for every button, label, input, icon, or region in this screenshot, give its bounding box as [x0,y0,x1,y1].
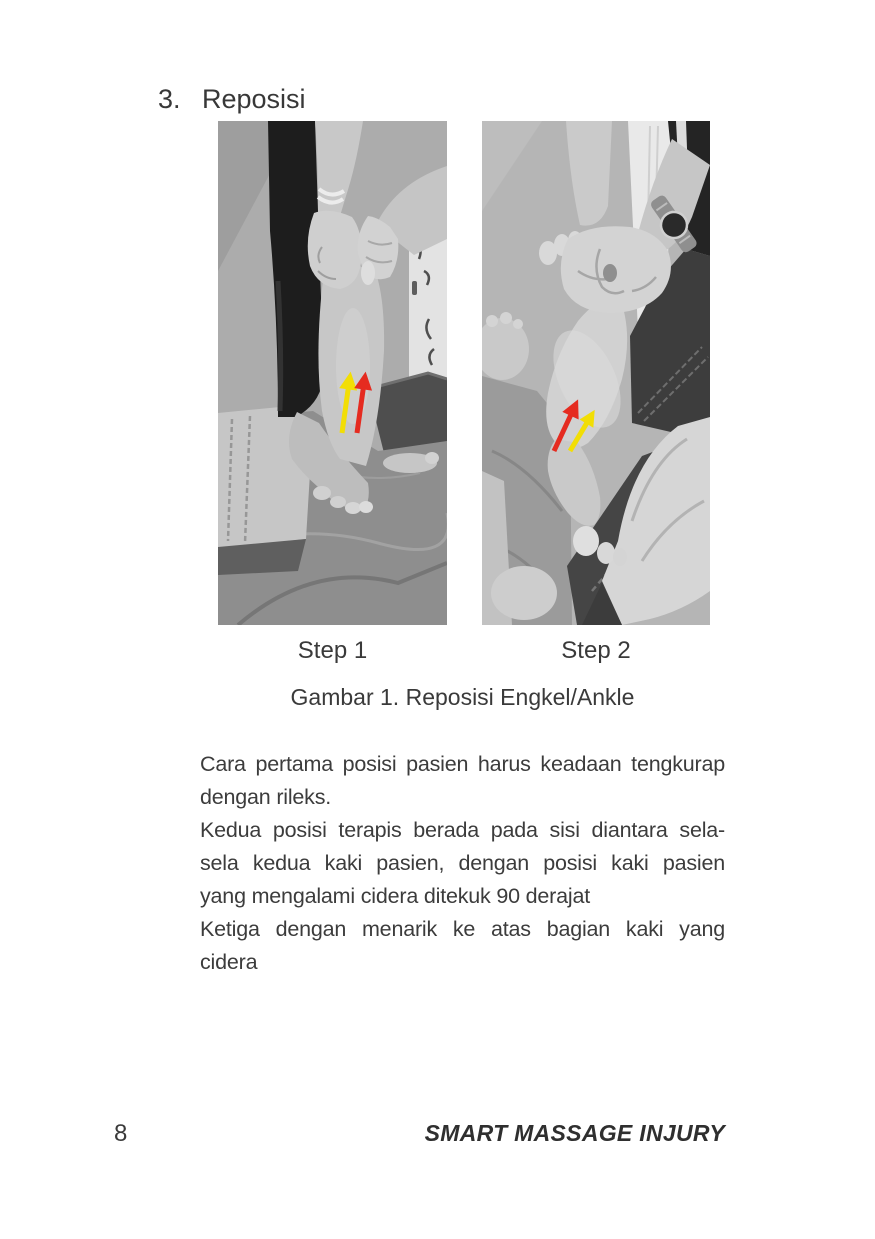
section-title: Reposisi [202,84,306,114]
step-2-label: Step 2 [561,637,631,664]
step-1-photo [218,121,447,625]
figure-caption: Gambar 1. Reposisi Engkel/Ankle [290,684,635,710]
section-heading [158,84,306,114]
body-text-line: dengan rileks. [200,785,332,809]
step-1-label: Step 1 [297,637,368,664]
footer-page-number: 8 [114,1120,128,1147]
section-number: 3. [158,84,181,114]
body-text-line: yang mengalami cidera ditekuk 90 derajat [200,884,590,908]
figure-photo-step-1 [218,121,447,625]
body-text-line: sela kedua kaki pasien, dengan posisi kaki pasien [200,851,725,875]
body-text-line: Cara pertama posisi pasien harus keadaan tengkurap [200,752,725,776]
body-text-line: cidera [200,950,258,974]
step-2-photo [482,121,710,625]
body-paragraphs [200,748,725,979]
body-text-line: Ketiga dengan menarik ke atas bagian kaki yang [200,917,725,941]
footer-running-title: SMART MASSAGE INJURY [424,1120,725,1146]
body-text-line: Kedua posisi terapis berada pada sisi diantara sela- [200,818,725,842]
figure-photo-step-2 [482,121,710,625]
